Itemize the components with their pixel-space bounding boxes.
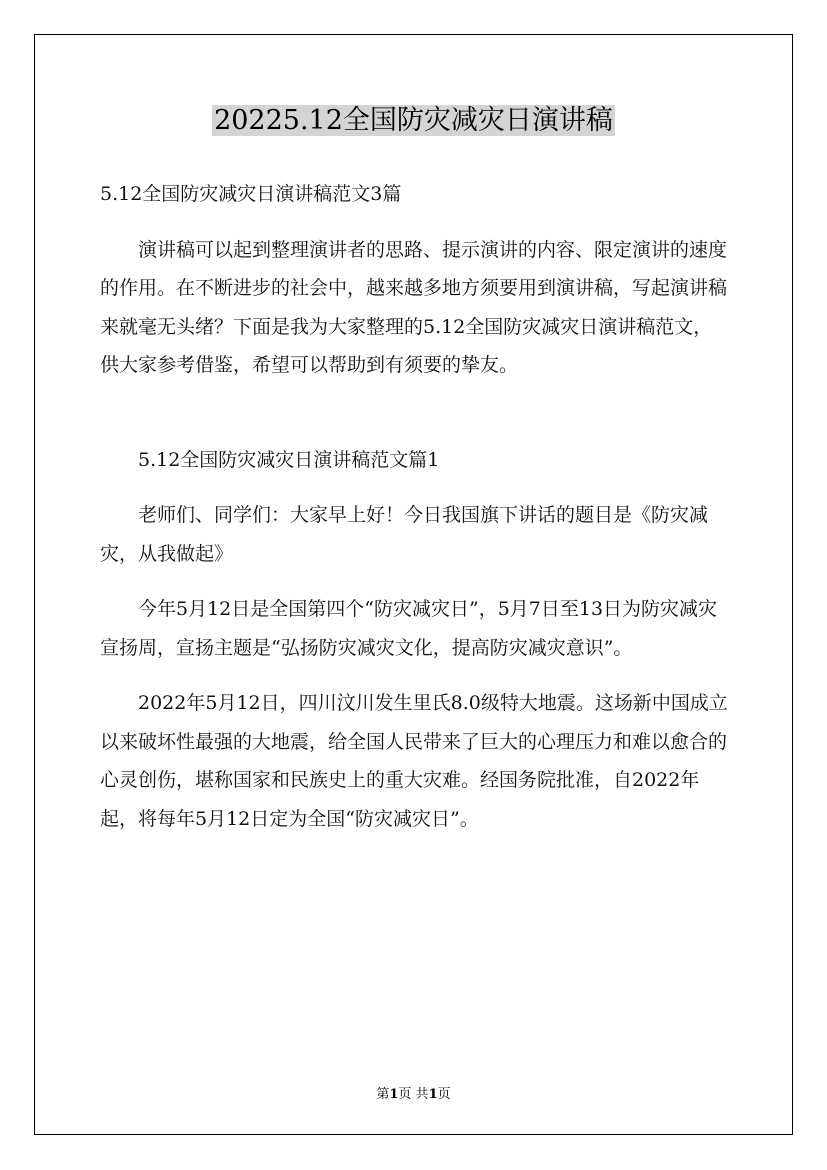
document-subtitle: 5.12全国防灾减灾日演讲稿范文3篇 [100, 183, 402, 205]
section-heading: 5.12全国防灾减灾日演讲稿范文篇1 [138, 448, 440, 471]
document-title [0, 100, 827, 142]
footer-prefix: 第 [376, 1087, 390, 1102]
document-body [100, 175, 728, 838]
footer-mid: 页 共 [398, 1087, 429, 1102]
page-footer [0, 1083, 827, 1102]
footer-suffix: 页 [437, 1087, 451, 1102]
intro-paragraph: 演讲稿可以起到整理演讲者的思路、提示演讲的内容、限定演讲的速度的作用。在不断进步的社会中，越来越多地方须要用到演讲稿，写起演讲稿来就毫无头绪？下面是我为大家整理的5.12全国防灾减灾日演讲稿范文，供大家参考借鉴，希望可以帮助到有须要的挚友。 [100, 238, 728, 376]
footer-page-total: 1 [428, 1087, 438, 1102]
footer-page-number: 1 [389, 1087, 399, 1102]
section-paragraph-1: 老师们、同学们：大家早上好！今日我国旗下讲话的题目是《防灾减灾，从我做起》 [100, 504, 709, 565]
section-paragraph-3: 2022年5月12日，四川汶川发生里氏8.0级特大地震。这场新中国成立以来破坏性最强的大地震，给全国人民带来了巨大的心理压力和难以愈合的心灵创伤，堪称国家和民族史上的重大灾难。经国务院批准，自2022年起，将每年5月12日定为全国“防灾减灾日”。 [100, 692, 728, 830]
section-paragraph-2: 今年5月12日是全国第四个“防灾减灾日”，5月7日至13日为防灾减灾宣扬周，宣扬主题是“弘扬防灾减灾文化，提高防灾减灾意识”。 [100, 598, 718, 659]
document-title-text: 20225.12全国防灾减灾日演讲稿 [214, 105, 613, 136]
